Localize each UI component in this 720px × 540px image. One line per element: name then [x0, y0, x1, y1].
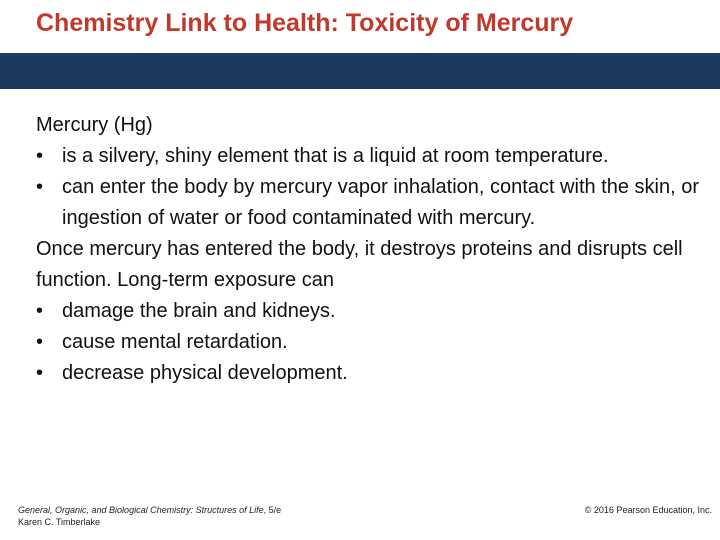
bullet-item [36, 358, 706, 389]
bullet-item [36, 141, 706, 172]
bullet-text: can enter the body by mercury vapor inhalation, contact with the skin, or ingestion of water or food contaminated with mercury. [62, 176, 700, 229]
bullet-text: decrease physical development. [62, 362, 348, 384]
bullet-item [36, 327, 706, 358]
bullet-text: is a silvery, shiny element that is a liquid at room temperature. [62, 145, 609, 167]
bullet-item [36, 296, 706, 327]
bullet-symbol: • [36, 145, 44, 167]
bullet-symbol: • [36, 176, 44, 198]
intro-text: Mercury (Hg) [36, 114, 153, 136]
slide-body [36, 110, 706, 389]
footer-edition: , 5/e [263, 505, 282, 515]
body-paragraph: Once mercury has entered the body, it destroys proteins and disrupts cell function. Long-term exposure can [36, 238, 683, 291]
bullet-text: damage the brain and kidneys. [62, 300, 336, 322]
bullet-symbol: • [36, 331, 44, 353]
footer-book-title: General, Organic, and Biological Chemistry: Structures of Life [18, 505, 264, 515]
slide-title: Chemistry Link to Health: Toxicity of Mercury [36, 9, 574, 37]
footer-book-line [18, 504, 281, 516]
footer-citation [18, 504, 281, 528]
bullet-text: cause mental retardation. [62, 331, 288, 353]
footer-copyright: © 2016 Pearson Education, Inc. [584, 505, 712, 515]
title-bar [0, 53, 720, 89]
bullet-item [36, 172, 706, 234]
footer-author: Karen C. Timberlake [18, 517, 101, 527]
bullet-symbol: • [36, 362, 44, 384]
bullet-symbol: • [36, 300, 44, 322]
